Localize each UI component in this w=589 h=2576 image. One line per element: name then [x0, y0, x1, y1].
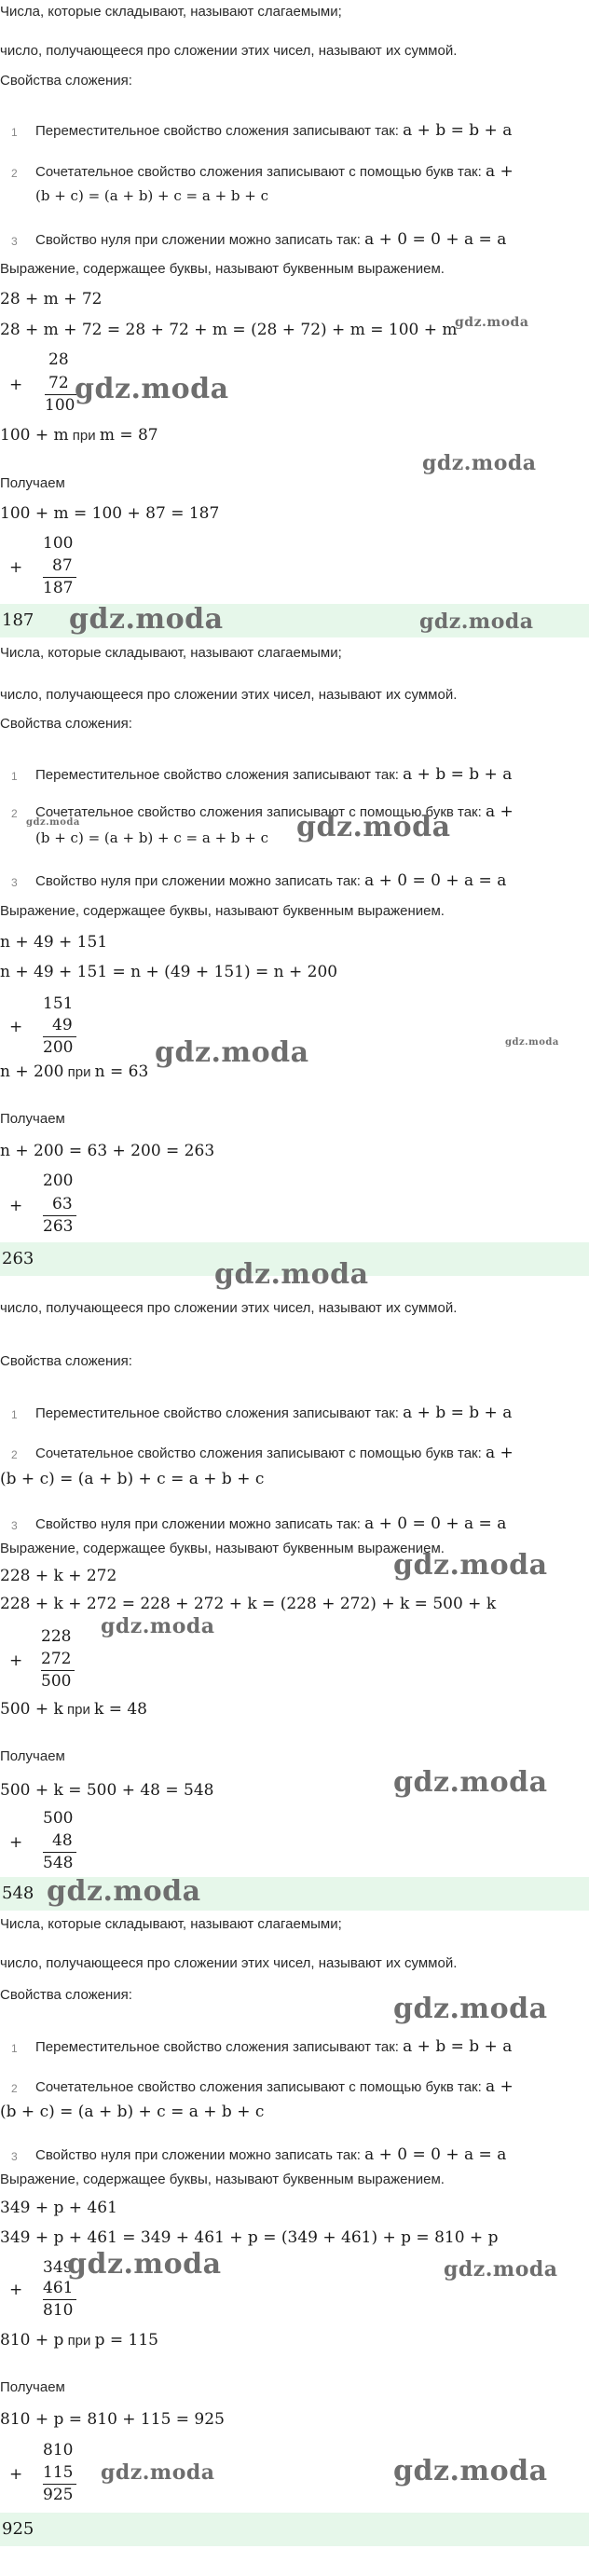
- plus-sign: +: [9, 1018, 23, 1036]
- property-zero: Свойство нуля при сложении можно записать так: a + 0 = 0 + a = a: [35, 871, 507, 890]
- expression: n + 49 + 151: [0, 933, 108, 952]
- watermark: gdz.moda: [422, 451, 537, 475]
- watermark: gdz.moda: [419, 610, 534, 634]
- property-associative-formula: (b + c) = (a + b) + c = a + b + c: [0, 1470, 265, 1488]
- column-sum: 187: [43, 579, 74, 597]
- property-associative-formula: (b + c) = (a + b) + c = a + b + c: [35, 187, 269, 204]
- property-associative-formula: (b + c) = (a + b) + c = a + b + c: [0, 2103, 265, 2121]
- simplification: 228 + k + 272 = 228 + 272 + k = (228 + 272) + k = 500 + k: [0, 1595, 497, 1613]
- watermark: gdz.moda: [393, 1549, 548, 1582]
- column-sum: 200: [43, 1038, 74, 1057]
- result-label: Получаем: [0, 1111, 65, 1127]
- result-label: Получаем: [0, 475, 65, 491]
- plus-sign: +: [9, 1833, 23, 1852]
- sum-definition: число, получающееся про сложении этих чисел, называют их суммой.: [0, 1955, 458, 1971]
- expression: 349 + p + 461: [0, 2199, 117, 2217]
- literal-expression-definition: Выражение, содержащее буквы, называют буквенным выражением.: [0, 2172, 445, 2187]
- property-zero: Свойство нуля при сложении можно записать так: a + 0 = 0 + a = a: [35, 2145, 507, 2164]
- column-addend-2: 461: [43, 2279, 74, 2297]
- substitution: 100 + m при m = 87: [0, 426, 158, 445]
- watermark: gdz.moda: [455, 315, 529, 330]
- column-addend-1: 28: [48, 350, 69, 369]
- substitution: n + 200 при n = 63: [0, 1062, 149, 1081]
- calculation: 500 + k = 500 + 48 = 548: [0, 1781, 214, 1800]
- simplification: n + 49 + 151 = n + (49 + 151) = n + 200: [0, 963, 338, 981]
- result-label: Получаем: [0, 2379, 65, 2395]
- watermark: gdz.moda: [393, 2455, 548, 2487]
- property-associative: Сочетательное свойство сложения записывают с помощью букв так: a +: [35, 162, 514, 181]
- answer-value: 548: [2, 1884, 34, 1903]
- properties-title: Свойства сложения:: [0, 73, 132, 89]
- plus-sign: +: [9, 376, 23, 394]
- column-sum: 925: [43, 2486, 74, 2504]
- literal-expression-definition: Выражение, содержащее буквы, называют буквенным выражением.: [0, 1541, 445, 1556]
- watermark: gdz.moda: [505, 1037, 559, 1048]
- properties-title: Свойства сложения:: [0, 1987, 132, 2003]
- list-number: 1: [11, 770, 18, 783]
- watermark: gdz.moda: [69, 603, 224, 636]
- column-sum: 548: [43, 1854, 74, 1872]
- column-addend-1: 228: [41, 1627, 72, 1646]
- column-addend-2: 48: [52, 1831, 73, 1850]
- watermark: gdz.moda: [393, 1993, 548, 2025]
- property-commutative: Переместительное свойство сложения записывают так: a + b = b + a: [35, 121, 513, 140]
- watermark: gdz.moda: [101, 2460, 215, 2485]
- column-addend-2: 115: [43, 2463, 74, 2482]
- list-number: 2: [11, 807, 18, 820]
- column-addend-1: 349: [43, 2258, 74, 2277]
- expression: 228 + k + 272: [0, 1567, 117, 1585]
- watermark: gdz.moda: [155, 1036, 309, 1069]
- column-addend-1: 100: [43, 534, 74, 553]
- list-number: 3: [11, 1519, 18, 1532]
- calculation: 100 + m = 100 + 87 = 187: [0, 504, 220, 523]
- watermark: gdz.moda: [444, 2257, 558, 2281]
- list-number: 3: [11, 2150, 18, 2163]
- literal-expression-definition: Выражение, содержащее буквы, называют буквенным выражением.: [0, 261, 445, 277]
- simplification: 28 + m + 72 = 28 + 72 + m = (28 + 72) + m = 100 + m: [0, 321, 458, 339]
- sum-definition: число, получающееся про сложении этих чисел, называют их суммой.: [0, 43, 458, 59]
- sum-definition: число, получающееся про сложении этих чисел, называют их суммой.: [0, 687, 458, 703]
- terms-definition: Числа, которые складывают, называют слагаемыми;: [0, 1916, 342, 1932]
- column-sum: 500: [41, 1672, 72, 1691]
- watermark: gdz.moda: [296, 811, 451, 843]
- terms-definition: Числа, которые складывают, называют слагаемыми;: [0, 645, 342, 661]
- properties-title: Свойства сложения:: [0, 716, 132, 732]
- substitution: 500 + k при k = 48: [0, 1700, 147, 1719]
- terms-definition: Числа, которые складывают, называют слагаемыми;: [0, 4, 342, 20]
- plus-sign: +: [9, 1197, 23, 1215]
- list-number: 2: [11, 2082, 18, 2095]
- expression: 28 + m + 72: [0, 290, 103, 308]
- column-sum: 100: [45, 396, 75, 415]
- watermark: gdz.moda: [393, 1766, 548, 1799]
- column-addend-1: 810: [43, 2441, 74, 2460]
- watermark: gdz.moda: [75, 373, 229, 405]
- plus-sign: +: [9, 2465, 23, 2484]
- list-number: 3: [11, 876, 18, 889]
- property-associative-formula: (b + c) = (a + b) + c = a + b + c: [35, 829, 269, 846]
- list-number: 3: [11, 235, 18, 248]
- sum-definition: число, получающееся про сложении этих чисел, называют их суммой.: [0, 1300, 458, 1316]
- plus-sign: +: [9, 558, 23, 577]
- property-associative: Сочетательное свойство сложения записывают с помощью букв так: a +: [35, 2077, 514, 2096]
- column-addend-2: 87: [52, 556, 73, 575]
- list-number: 1: [11, 126, 18, 139]
- property-commutative: Переместительное свойство сложения записывают так: a + b = b + a: [35, 1404, 513, 1422]
- list-number: 1: [11, 2042, 18, 2055]
- property-associative: Сочетательное свойство сложения записывают с помощью букв так: a +: [35, 802, 514, 821]
- property-zero: Свойство нуля при сложении можно записать так: a + 0 = 0 + a = a: [35, 230, 507, 249]
- calculation: 810 + p = 810 + 115 = 925: [0, 2410, 225, 2429]
- column-addend-2: 72: [48, 374, 69, 392]
- column-addend-1: 151: [43, 994, 74, 1013]
- column-addend-1: 200: [43, 1172, 74, 1190]
- answer-bar: [0, 2513, 589, 2546]
- calculation: n + 200 = 63 + 200 = 263: [0, 1142, 215, 1160]
- watermark: gdz.moda: [47, 1875, 201, 1908]
- plus-sign: +: [9, 2281, 23, 2299]
- literal-expression-definition: Выражение, содержащее буквы, называют буквенным выражением.: [0, 903, 445, 919]
- list-number: 2: [11, 1448, 18, 1461]
- properties-title: Свойства сложения:: [0, 1353, 132, 1369]
- column-addend-1: 500: [43, 1809, 74, 1828]
- watermark: gdz.moda: [101, 1614, 215, 1638]
- column-sum: 810: [43, 2301, 74, 2320]
- list-number: 1: [11, 1408, 18, 1421]
- result-label: Получаем: [0, 1748, 65, 1764]
- answer-value: 187: [2, 610, 34, 630]
- answer-value: 263: [2, 1249, 34, 1268]
- plus-sign: +: [9, 1651, 23, 1670]
- property-zero: Свойство нуля при сложении можно записать так: a + 0 = 0 + a = a: [35, 1514, 507, 1533]
- substitution: 810 + p при p = 115: [0, 2331, 158, 2350]
- list-number: 2: [11, 167, 18, 180]
- column-addend-2: 63: [52, 1195, 73, 1213]
- watermark: gdz.moda: [214, 1258, 369, 1291]
- watermark: gdz.moda: [67, 2248, 222, 2281]
- column-addend-2: 49: [52, 1016, 73, 1035]
- column-addend-2: 272: [41, 1650, 72, 1668]
- property-commutative: Переместительное свойство сложения записывают так: a + b = b + a: [35, 765, 513, 784]
- property-commutative: Переместительное свойство сложения записывают так: a + b = b + a: [35, 2037, 513, 2056]
- watermark: gdz.moda: [26, 817, 80, 828]
- answer-value: 925: [2, 2519, 34, 2539]
- simplification: 349 + p + 461 = 349 + 461 + p = (349 + 461) + p = 810 + p: [0, 2228, 499, 2247]
- property-associative: Сочетательное свойство сложения записывают с помощью букв так: a +: [35, 1444, 514, 1462]
- column-sum: 263: [43, 1217, 74, 1236]
